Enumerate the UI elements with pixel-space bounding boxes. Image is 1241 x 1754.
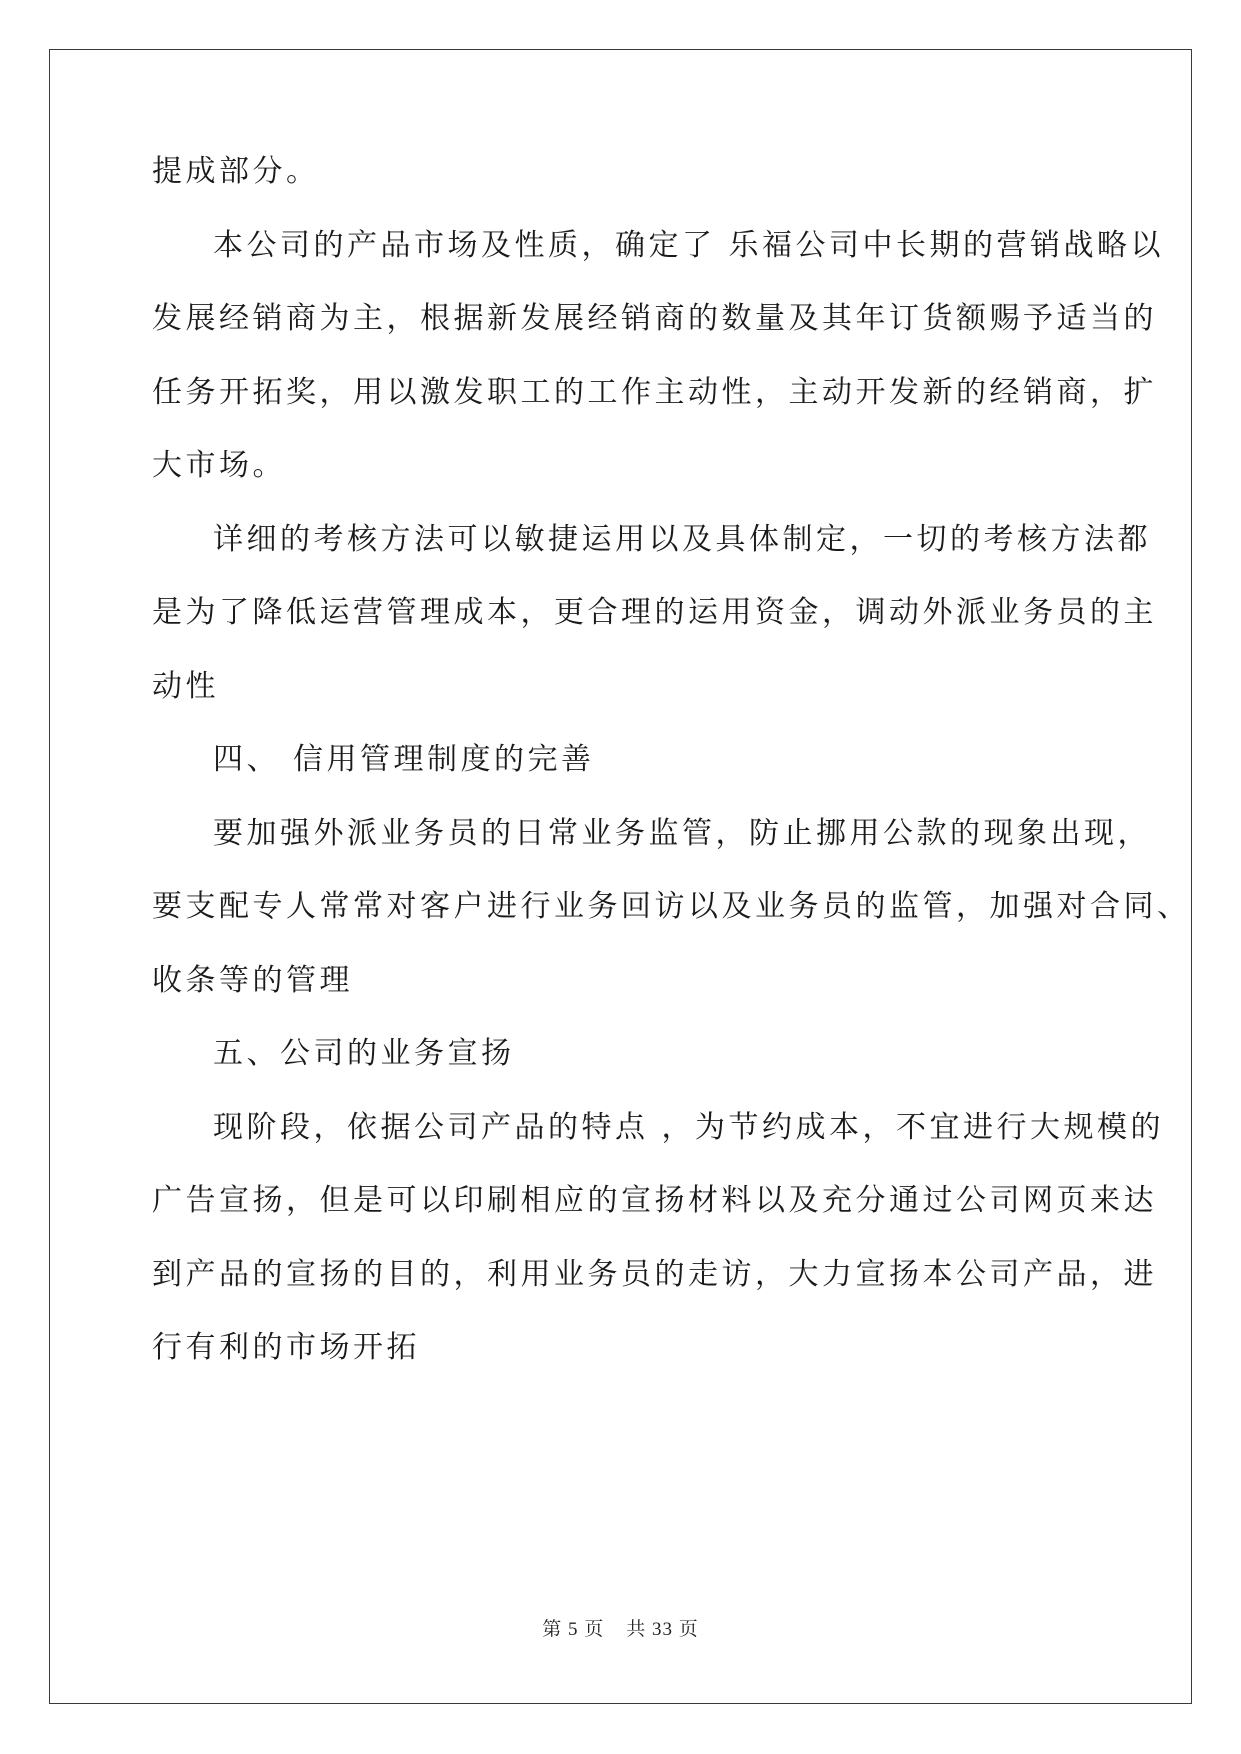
body-line: 是为了降低运营管理成本，更合理的运用资金，调动外派业务员的主 xyxy=(152,595,1157,630)
body-line: 提成部分。 xyxy=(152,154,320,189)
body-line: 广告宣扬，但是可以印刷相应的宣扬材料以及充分通过公司网页来达 xyxy=(152,1183,1157,1218)
body-line: 要支配专人常常对客户进行业务回访以及业务员的监管，加强对合同、 xyxy=(152,889,1191,924)
body-line: 动性 xyxy=(152,669,219,704)
page-total: 共 33 页 xyxy=(626,1619,699,1640)
section-heading: 四、 信用管理制度的完善 xyxy=(213,742,595,777)
body-line: 到产品的宣扬的目的，利用业务员的走访，大力宣扬本公司产品，进 xyxy=(152,1257,1157,1292)
body-line: 收条等的管理 xyxy=(152,963,353,998)
section-heading: 五、公司的业务宣扬 xyxy=(213,1036,515,1071)
body-line: 现阶段，依据公司产品的特点 ，为节约成本，不宜进行大规模的 xyxy=(213,1110,1165,1145)
body-line: 行有利的市场开拓 xyxy=(152,1330,420,1365)
body-line: 本公司的产品市场及性质，确定了 乐福公司中长期的营销战略以 xyxy=(213,228,1165,263)
body-line: 大市场。 xyxy=(152,448,286,483)
body-line: 发展经销商为主，根据新发展经销商的数量及其年订货额赐予适当的 xyxy=(152,301,1157,336)
page-number: 第 5 页 xyxy=(542,1619,605,1640)
page-frame xyxy=(49,49,1192,1704)
body-line: 任务开拓奖，用以激发职工的工作主动性，主动开发新的经销商，扩 xyxy=(152,375,1157,410)
body-line: 要加强外派业务员的日常业务监管，防止挪用公款的现象出现， xyxy=(213,816,1151,851)
body-line: 详细的考核方法可以敏捷运用以及具体制定，一切的考核方法都 xyxy=(213,522,1151,557)
page-footer xyxy=(0,1614,1241,1641)
